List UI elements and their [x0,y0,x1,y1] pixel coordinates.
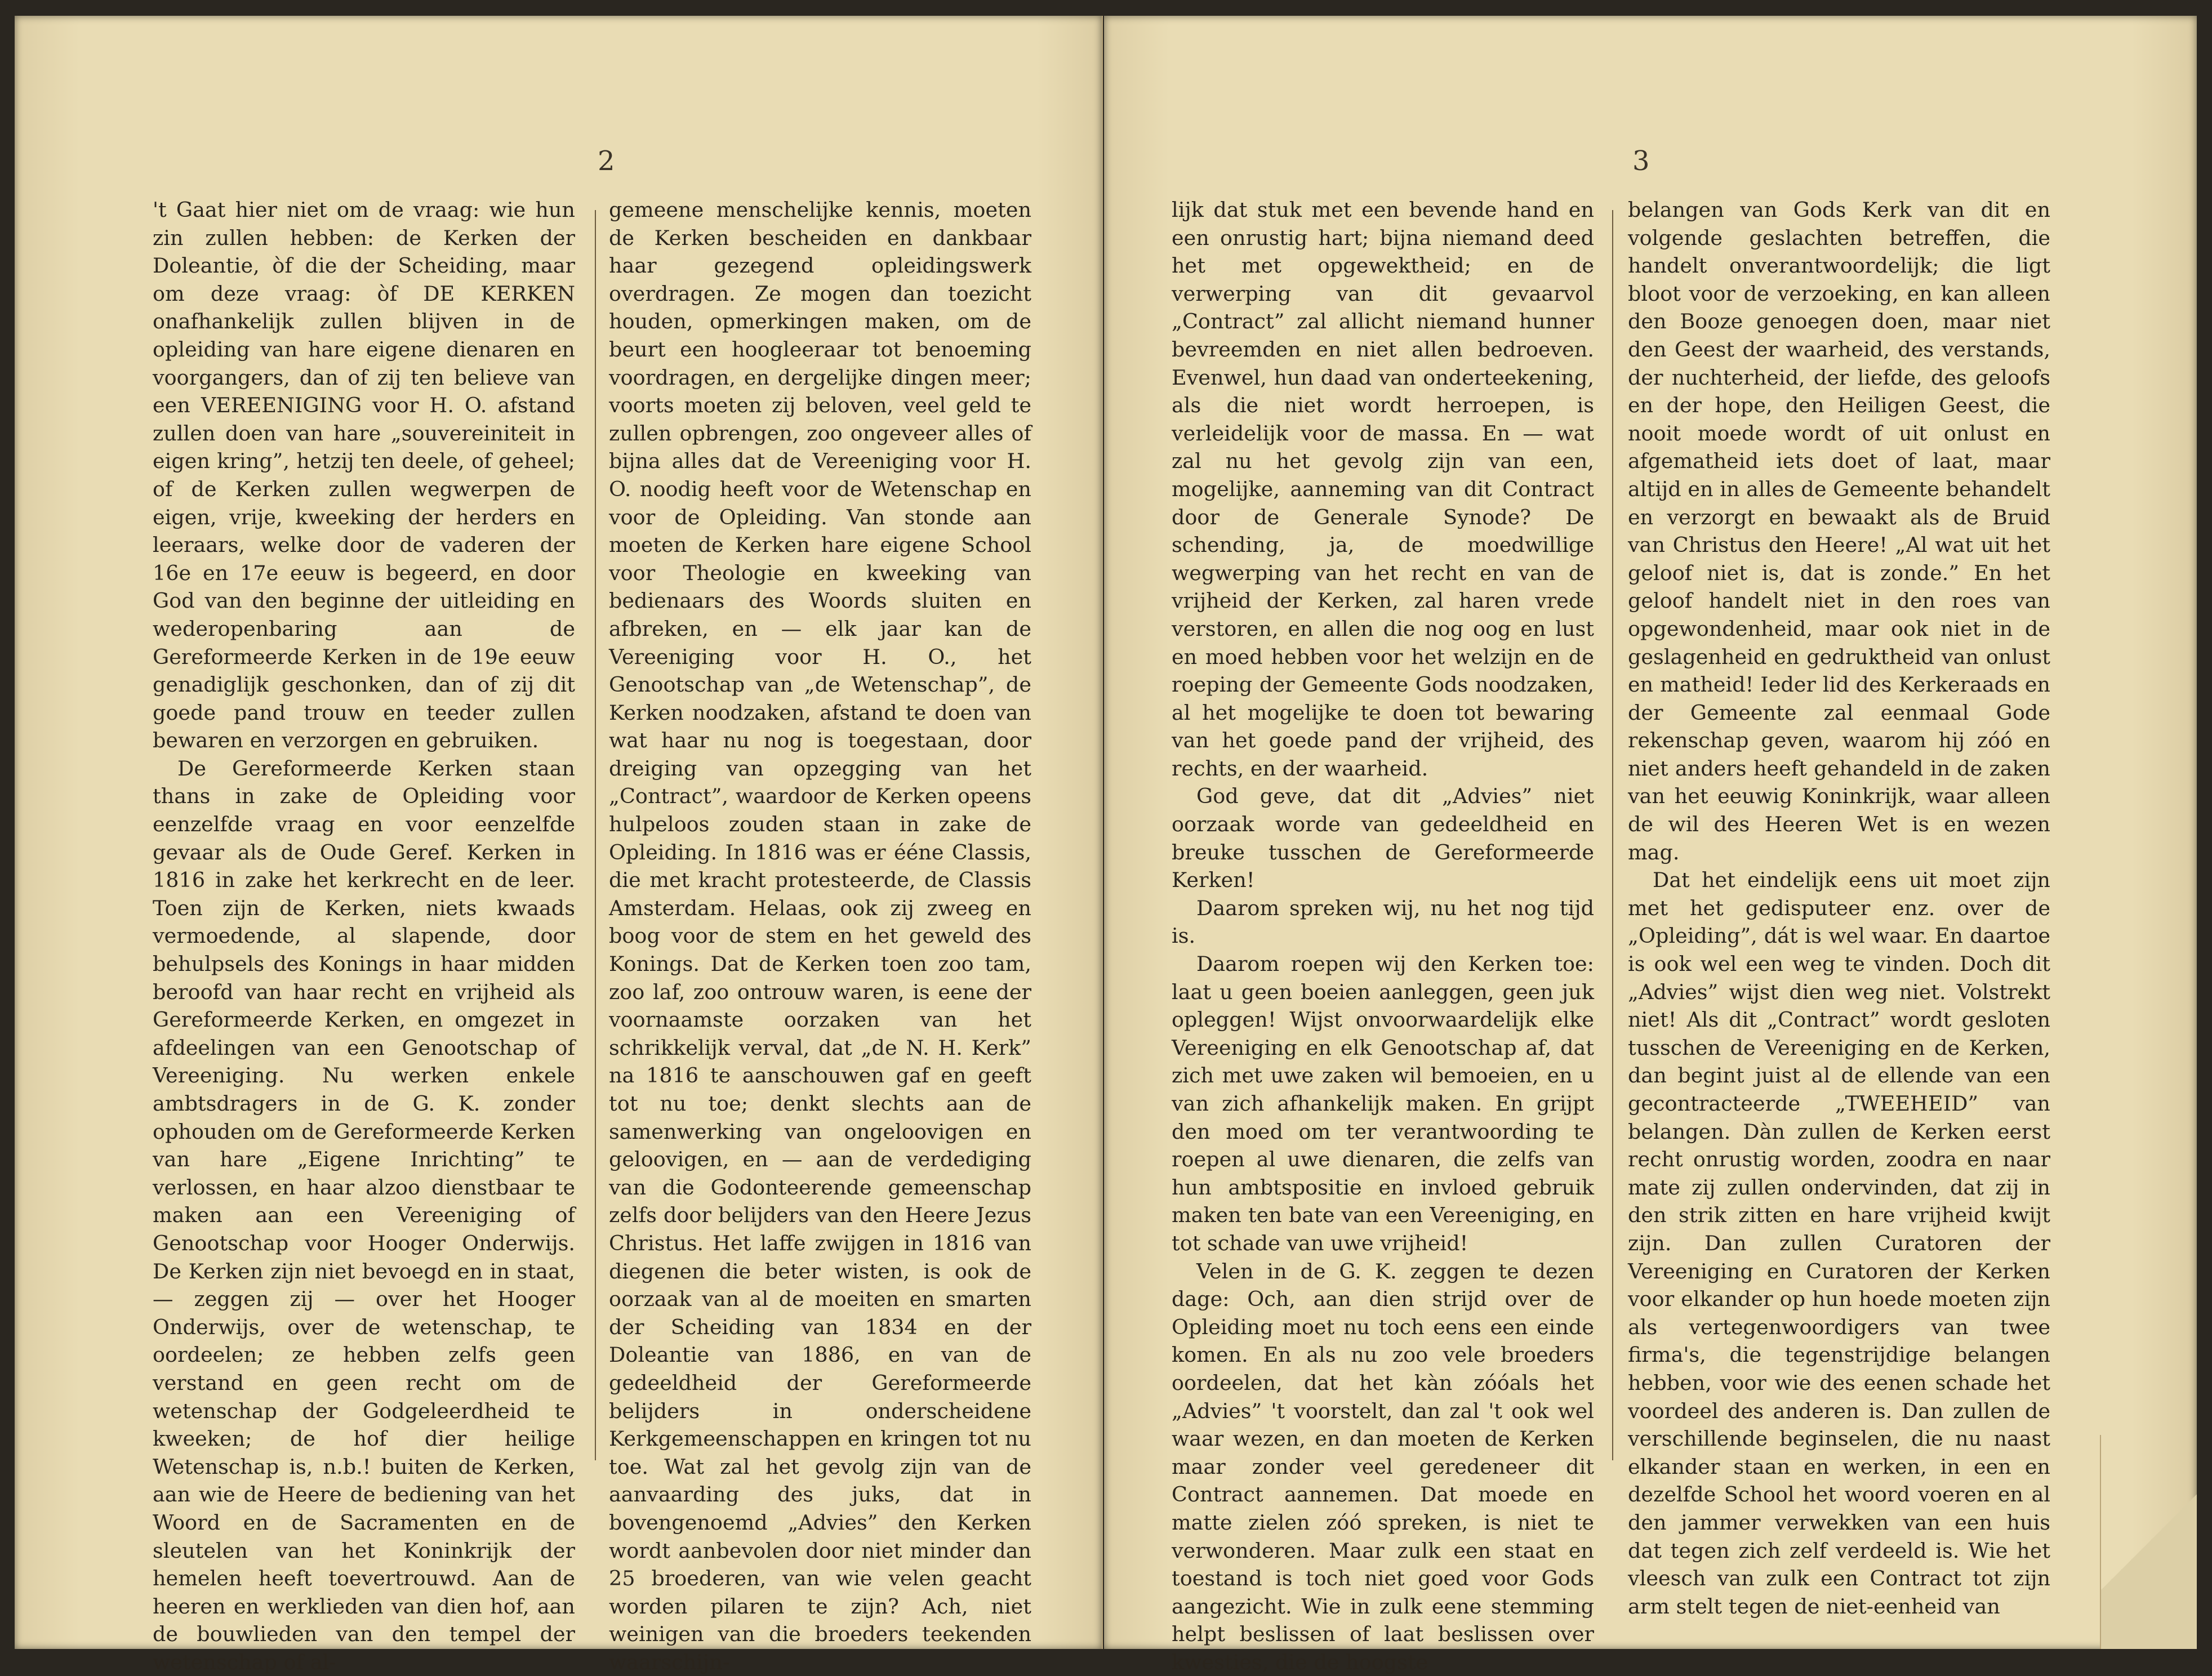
column-divider [1612,210,1613,1460]
text-column-left-2 [609,196,1031,1676]
text-column-right-2 [1628,196,2050,1620]
column-divider [595,210,596,1460]
text-column-left-1 [153,196,575,1676]
page-corner-curl [2100,1435,2197,1649]
paragraph: belangen van Gods Kerk van dit en volgende geslachten betreffen, die handelt onverantwoordelijk; die ligt bloot voor de verzoeking, en kan alleen den Booze genoegen doen, maar niet den Geest der waarheid, des verstands, der nuchterheid, der liefde, des geloofs en der hope, den Heiligen Geest, die nooit moede wordt of uit onlust en afgematheid iets doet of laat, maar altijd en in alles de Gemeente behandelt en verzorgt en bewaakt als de Bruid van Christus den Heere! „Al wat uit het geloof niet is, dat is zonde.” En het geloof handelt niet in den roes van opgewondenheid, maar ook niet in de geslagenheid en gedruktheid van onlust en matheid! Ieder lid des Kerkeraads en der Gemeente zal eenmaal Gode rekenschap geven, waarom hij zóó en niet anders heeft gehandeld in de zaken van het eeuwig Koninkrijk, waar alleen de wil des Heeren Wet is en wezen mag. [1628,198,2050,864]
left-page [15,16,1103,1674]
paragraph: 't Gaat hier niet om de vraag: wie hun zin zullen hebben: de Kerken der Doleantie, òf die der Scheiding, maar om deze vraag: òf DE KERKEN onafhankelijk zullen blijven in de opleiding van hare eigene dienaren en voorgangers, dan of zij ten believe van een VEREENIGING voor H. O. afstand zullen doen van hare „souvereiniteit in eigen kring”, hetzij ten deele, of geheel; of de Kerken zullen wegwerpen de eigen, vrije, kweeking der herders en leeraars, welke door de vaderen der 16e en 17e eeuw is begeerd, en door God van den beginne der uitleiding en wederopenbaring aan de Gereformeerde Kerken in de 19e eeuw genadiglijk geschonken, dan of zij dit goede pand trouw en teeder zullen bewaren en verzorgen en gebruiken. [153,198,575,753]
paragraph: God geve, dat dit „Advies” niet oorzaak worde van gedeeldheid en breuke tusschen de Gereformeerde Kerken! [1172,784,1594,893]
page-number: 3 [1632,145,1650,177]
paragraph: Daarom spreken wij, nu het nog tijd is. [1172,895,1594,948]
page-number: 2 [598,145,615,177]
paragraph: Dat het eindelijk eens uit moet zijn met het gedisputeer enz. over de „Opleiding”, dát is wel waar. En daartoe is ook wel een weg te vinden. Doch dit „Advies” wijst dien weg niet. Volstrekt niet! Als dit „Contract” wordt gesloten tusschen de Vereeniging en de Kerken, dan begint juist al de ellende van een gecontracteerde „TWEEHEID” van belangen. Dàn zullen de Kerken eerst recht onrustig worden, zoodra en naar mate zij zullen ondervinden, dat zij in den strik zitten en hare vrijheid kwijt zijn. Dan zullen Curatoren der Vereeniging en Curatoren der Kerken voor elkander op hun hoede moeten zijn als vertegenwoordigers van twee firma's, die tegenstrijdige belangen hebben, voor wie des eenen schade het voordeel des anderen is. Dan zullen de verschillende beginselen, die nu naast elkander staan en werken, in een en dezelfde School het woord voeren en al den jammer verwekken van een huis dat tegen zich zelf verdeeld is. Wie het vleesch van zulk een Contract tot zijn arm stelt tegen de niet-eenheid van [1628,868,2050,1619]
paragraph: Velen in de G. K. zeggen te dezen dage: Och, aan dien strijd over de Opleiding moet nu toch eens een einde komen. En als nu zoo vele broeders oordeelen, dat het kàn zóóals het „Advies” 't voorstelt, dan zal 't ook wel waar wezen, en dan moeten de Kerken maar zonder veel geredeneer dit Contract aannemen. Dat moede en matte zielen zóó spreken, is niet te verwonderen. Maar zulk een staat en toestand is toch niet goed voor Gods aangezicht. Wie in zulk eene stemming helpt beslissen of laat beslissen over kwesties, die de hoogste [1172,1259,1594,1674]
text-column-right-1 [1172,196,1594,1676]
paragraph: gemeene menschelijke kennis, moeten de Kerken bescheiden en dankbaar haar gezegend opleidingswerk overdragen. Ze mogen dan toezicht houden, opmerkingen maken, om de beurt een hoogleeraar tot benoeming voordragen, en dergelijke dingen meer; voorts moeten zij beloven, veel geld te zullen opbrengen, zoo ongeveer alles of bijna alles dat de Vereeniging voor H. O. noodig heeft voor de Wetenschap en voor de Opleiding. Van stonde aan moeten de Kerken hare eigene School voor Theologie en kweeking van bedienaars des Woords sluiten en afbreken, en — elk jaar kan de Vereeniging voor H. O., het Genootschap van „de Wetenschap”, de Kerken noodzaken, afstand te doen van wat haar nu nog is toegestaan, door dreiging van opzegging van het „Contract”, waardoor de Kerken opeens hulpeloos zouden staan in zake de Opleiding. In 1816 was er ééne Classis, die met kracht protesteerde, de Classis Amsterdam. Helaas, ook zij zweeg en boog voor de stem en het geweld des Konings. Dat de Kerken toen zoo tam, zoo laf, zoo ontrouw waren, is eene der voornaamste oorzaken van het schrikkelijk verval, dat „de N. H. Kerk” na 1816 te aanschouwen gaf en geeft tot nu toe; denkt slechts aan de samenwerking van ongeloovigen en geloovigen, en — aan de verdediging van die Godonteerende gemeenschap zelfs door belijders van den Heere Jezus Christus. Het laffe zwijgen in 1816 van diegenen die beter wisten, is ook de oorzaak van al de moeiten en smarten der Scheiding van 1834 en der Doleantie van 1886, en van de gedeeldheid der Gereformeerde belijders in onderscheidene Kerkgemeenschappen en kringen tot nu toe. Wat zal het gevolg zijn van de aanvaarding des juks, dat in bovengenoemd „Advies” den Kerken wordt aanbevolen door niet minder dan 25 broederen, van wie velen geacht worden pilaren te zijn? Ach, niet weinigen van die broeders teekenden waarschijn- [609,198,1031,1674]
paragraph: De Gereformeerde Kerken staan thans in zake de Opleiding voor eenzelfde vraag en voor eenzelfde gevaar als de Oude Geref. Kerken in 1816 in zake het kerkrecht en de leer. Toen zijn de Kerken, niets kwaads vermoedende, al slapende, door behulpsels des Konings in haar midden beroofd van haar recht en vrijheid als Gereformeerde Kerken, en omgezet in afdeelingen van een Genootschap of Vereeniging. Nu werken enkele ambtsdragers in de G. K. zonder ophouden om de Gereformeerde Kerken van hare „Eigene Inrichting” te verlossen, en haar alzoo dienstbaar te maken aan een Vereeniging of Genootschap voor Hooger Onderwijs. De Kerken zijn niet bevoegd en in staat, — zeggen zij — over het Hooger Onderwijs, over de wetenschap, te oordeelen; ze hebben zelfs geen verstand en geen recht om de wetenschap der Godgeleerdheid te kweeken; de hof dier heilige Wetenschap is, n.b.! buiten de Kerken, aan wie de Heere de bediening van het Woord en de Sacramenten en de sleutelen van het Koninkrijk der hemelen heeft toevertrouwd. Aan de heeren en werklieden van dien hof, aan de bouwlieden van den tempel der wetenschap of al- [153,756,575,1674]
right-page [1104,16,2197,1674]
paragraph: Daarom roepen wij den Kerken toe: laat u geen boeien aanleggen, geen juk opleggen! Wijst onvoorwaardelijk elke Vereeniging en elk Genootschap af, dat zich met uwe zaken wil bemoeien, en u van zich afhankelijk maken. En grijpt den moed om ter verantwoording te roepen al uwe dienaren, die zelfs van hun ambtspositie en invloed gebruik maken ten bate van een Vereeniging, en tot schade van uwe vrijheid! [1172,952,1594,1255]
paragraph: lijk dat stuk met een bevende hand en een onrustig hart; bijna niemand deed het met opgewektheid; en de verwerping van dit gevaarvol „Contract” zal allicht niemand hunner bevreemden en niet allen bedroeven. Evenwel, hun daad van onderteekening, als die niet wordt herroepen, is verleidelijk voor de massa. En — wat zal nu het gevolg zijn van een, mogelijke, aanneming van dit Contract door de Generale Synode? De schending, ja, de moedwillige wegwerping van het recht en van de vrijheid der Kerken, zal haren vrede verstoren, en allen die nog oog en lust en moed hebben voor het welzijn en de roeping der Gemeente Gods noodzaken, al het mogelijke te doen tot bewaring van het goede pand der vrijheid, des rechts, en der waarheid. [1172,198,1594,781]
